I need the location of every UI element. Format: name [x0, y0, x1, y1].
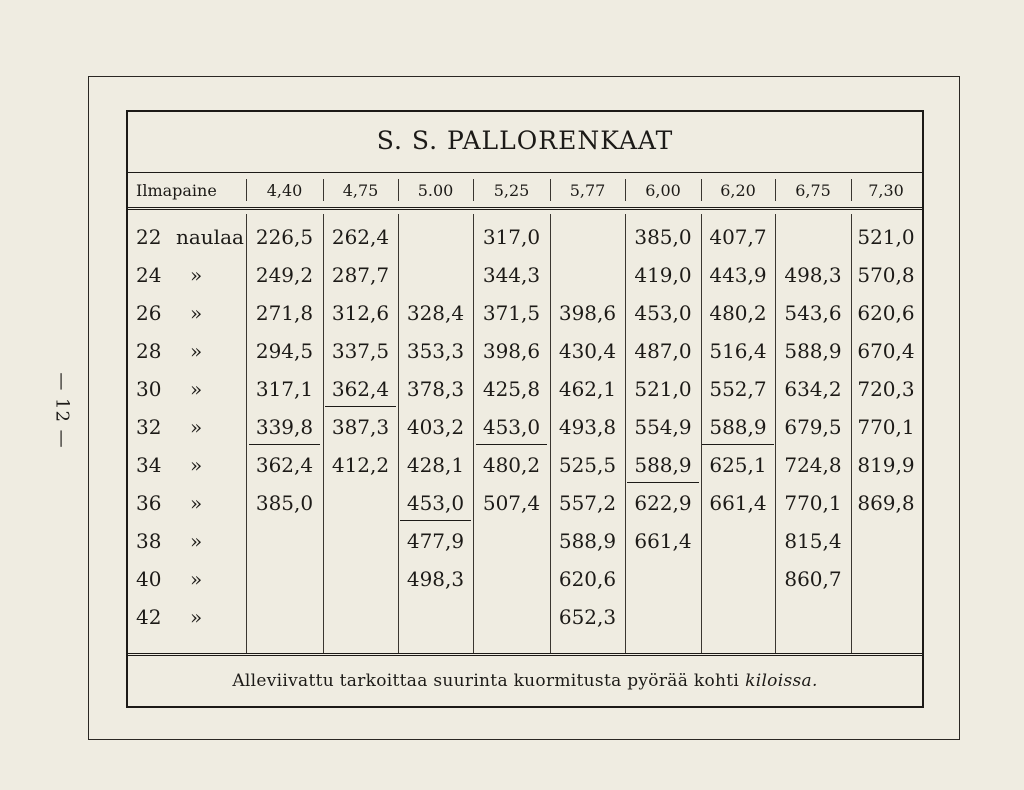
cell-value: 525,5: [558, 453, 617, 477]
table-cell: [550, 446, 625, 484]
cell-value: 554,9: [634, 415, 692, 439]
cell-value: 271,8: [255, 301, 314, 325]
cell-value: 387,3: [331, 415, 390, 439]
load-unit: »: [190, 567, 203, 591]
table-cell: [625, 370, 701, 408]
table-cell: [851, 522, 921, 560]
cell-value: 294,5: [255, 339, 314, 363]
table-cell: [550, 256, 625, 294]
cell-value: 652,3: [558, 605, 617, 629]
table-cell: [550, 370, 625, 408]
load-label: [128, 484, 246, 522]
table-cell: [473, 560, 550, 598]
cell-value: 353,3: [406, 339, 465, 363]
cell-value: 679,5: [784, 415, 842, 439]
table-cell: [398, 408, 473, 446]
table-cell: [323, 218, 398, 256]
table-cell: [775, 218, 851, 256]
cell-value: 552,7: [709, 377, 767, 401]
header-column-divider: [246, 179, 247, 201]
table-cell: [246, 408, 323, 446]
table-cell: [775, 560, 851, 598]
load-value: 26: [136, 301, 162, 325]
cell-value: 588,9: [709, 415, 767, 439]
table-cell: [550, 408, 625, 446]
table-cell: [323, 256, 398, 294]
cell-value: 317,0: [482, 225, 541, 249]
header-column-divider: [851, 179, 852, 201]
load-unit: »: [190, 301, 203, 325]
table-cell: [701, 484, 775, 522]
cell-value: 521,0: [634, 377, 692, 401]
table-cell: [701, 560, 775, 598]
cell-value: 588,9: [558, 529, 617, 553]
cell-value: 661,4: [709, 491, 767, 515]
table-cell: [246, 522, 323, 560]
table-cell: [775, 598, 851, 636]
table-cell: [473, 408, 550, 446]
table-cell: [246, 256, 323, 294]
load-value: 28: [136, 339, 162, 363]
cell-value: 588,9: [634, 453, 692, 477]
cell-value: 477,9: [406, 529, 465, 553]
table-cell: [323, 446, 398, 484]
table-cell: [550, 598, 625, 636]
table-cell: [851, 484, 921, 522]
table-cell: [625, 256, 701, 294]
table-cell: [473, 218, 550, 256]
load-value: 22: [136, 225, 162, 249]
table-cell: [473, 332, 550, 370]
header-column-divider: [625, 179, 626, 201]
table-cell: [323, 522, 398, 560]
cell-value: 385,0: [255, 491, 314, 515]
table-cell: [775, 370, 851, 408]
table-cell: [550, 218, 625, 256]
table-cell: [701, 598, 775, 636]
table-row: [128, 408, 922, 446]
table-cell: [701, 294, 775, 332]
table-row: [128, 560, 922, 598]
cell-value: 661,4: [634, 529, 692, 553]
cell-value: 317,1: [255, 377, 314, 401]
table-cell: [851, 294, 921, 332]
cell-value: 720,3: [857, 377, 915, 401]
table-cell: [775, 484, 851, 522]
table-cell: [473, 256, 550, 294]
load-unit: »: [190, 263, 203, 287]
table-cell: [851, 560, 921, 598]
cell-value: 453,0: [634, 301, 692, 325]
table-cell: [851, 256, 921, 294]
load-unit: »: [190, 453, 203, 477]
table-cell: [701, 446, 775, 484]
table-cell: [323, 484, 398, 522]
table-cell: [625, 218, 701, 256]
cell-value: 724,8: [784, 453, 842, 477]
table-cell: [775, 522, 851, 560]
cell-value: 287,7: [331, 263, 390, 287]
table-cell: [398, 370, 473, 408]
table-row: [128, 256, 922, 294]
load-value: 36: [136, 491, 162, 515]
table-cell: [625, 522, 701, 560]
cell-value: 625,1: [709, 453, 767, 477]
load-unit: »: [190, 605, 203, 629]
table-cell: [625, 294, 701, 332]
load-label: [128, 408, 246, 446]
table-cell: [398, 484, 473, 522]
table-cell: [775, 408, 851, 446]
table-cell: [398, 218, 473, 256]
header-column-divider: [550, 179, 551, 201]
cell-value: 385,0: [634, 225, 692, 249]
table-cell: [246, 294, 323, 332]
load-label: [128, 598, 246, 636]
table-cell: [775, 256, 851, 294]
table-cell: [323, 332, 398, 370]
cell-value: 462,1: [558, 377, 617, 401]
pressure-value: 5,25: [493, 180, 530, 200]
table-cell: [550, 294, 625, 332]
load-label: [128, 370, 246, 408]
table-cell: [550, 484, 625, 522]
pressure-header-row: [128, 172, 922, 210]
table-cell: [851, 408, 921, 446]
load-label: [128, 446, 246, 484]
table-cell: [775, 294, 851, 332]
load-label: [128, 218, 246, 256]
table-cell: [851, 370, 921, 408]
load-value: 24: [136, 263, 162, 287]
table-cell: [851, 218, 921, 256]
load-label: [128, 522, 246, 560]
cell-value: 588,9: [784, 339, 842, 363]
cell-value: 378,3: [406, 377, 465, 401]
page-number: [47, 370, 77, 450]
header-column-divider: [473, 179, 474, 201]
table-cell: [398, 294, 473, 332]
cell-value: 634,2: [784, 377, 842, 401]
table-cell: [473, 446, 550, 484]
cell-value: 670,4: [857, 339, 915, 363]
table-cell: [398, 560, 473, 598]
header-column-divider: [323, 179, 324, 201]
table-cell: [323, 408, 398, 446]
table-cell: [246, 446, 323, 484]
table-cell: [398, 446, 473, 484]
cell-value: 570,8: [857, 263, 915, 287]
pressure-value: 6,75: [795, 180, 831, 200]
pressure-value: 4,75: [342, 180, 379, 200]
cell-value: 815,4: [784, 529, 842, 553]
table-row: [128, 446, 922, 484]
table-cell: [701, 218, 775, 256]
cell-value: 403,2: [406, 415, 465, 439]
table-cell: [398, 332, 473, 370]
table-cell: [323, 370, 398, 408]
cell-value: 226,5: [255, 225, 314, 249]
header-column-divider: [701, 179, 702, 201]
table-cell: [473, 522, 550, 560]
table-row: [128, 294, 922, 332]
table-cell: [625, 446, 701, 484]
table-cell: [246, 484, 323, 522]
load-unit: naulaa: [176, 225, 244, 249]
page-number-text: — 12 —: [51, 371, 73, 449]
load-label: [128, 332, 246, 370]
table-cell: [701, 332, 775, 370]
load-label: [128, 256, 246, 294]
table-cell: [550, 560, 625, 598]
table-cell: [625, 408, 701, 446]
load-value: 30: [136, 377, 162, 401]
cell-value: 860,7: [784, 567, 842, 591]
table-cell: [550, 332, 625, 370]
cell-value: 371,5: [482, 301, 541, 325]
cell-value: 430,4: [558, 339, 617, 363]
cell-value: 770,1: [857, 415, 915, 439]
table-cell: [323, 560, 398, 598]
table-footer-note: [128, 653, 922, 706]
table-cell: [246, 370, 323, 408]
table-cell: [246, 332, 323, 370]
cell-value: 398,6: [482, 339, 541, 363]
table-cell: [323, 294, 398, 332]
cell-value: 480,2: [482, 453, 541, 477]
cell-value: 493,8: [558, 415, 617, 439]
cell-value: 362,4: [331, 377, 390, 401]
table-cell: [625, 332, 701, 370]
cell-value: 328,4: [406, 301, 465, 325]
table-cell: [851, 332, 921, 370]
load-unit: »: [190, 415, 203, 439]
pressure-value: 5,77: [569, 180, 606, 200]
load-value: 38: [136, 529, 162, 553]
table-body: [128, 210, 922, 658]
cell-value: 443,9: [709, 263, 767, 287]
table-cell: [851, 446, 921, 484]
table-cell: [473, 294, 550, 332]
load-value: 40: [136, 567, 162, 591]
table-cell: [398, 256, 473, 294]
table-cell: [398, 598, 473, 636]
cell-value: 487,0: [634, 339, 692, 363]
cell-value: 620,6: [558, 567, 617, 591]
table-row: [128, 484, 922, 522]
load-unit: »: [190, 377, 203, 401]
cell-value: 622,9: [634, 491, 692, 515]
table-cell: [775, 332, 851, 370]
cell-value: 819,9: [857, 453, 915, 477]
load-unit: »: [190, 529, 203, 553]
pressure-value: 4,40: [266, 180, 303, 200]
pressure-value: 5.00: [417, 180, 454, 200]
load-table: [126, 110, 924, 708]
cell-value: 362,4: [255, 453, 314, 477]
load-unit: »: [190, 339, 203, 363]
table-row: [128, 370, 922, 408]
table-cell: [625, 560, 701, 598]
table-cell: [246, 598, 323, 636]
cell-value: 407,7: [709, 225, 767, 249]
cell-value: 425,8: [482, 377, 541, 401]
cell-value: 453,0: [482, 415, 541, 439]
load-value: 42: [136, 605, 162, 629]
cell-value: 557,2: [558, 491, 617, 515]
footer-text: Alleviivattu tarkoittaa suurinta kuormitusta pyörää kohti: [232, 671, 740, 691]
cell-value: 521,0: [857, 225, 915, 249]
load-value: 32: [136, 415, 162, 439]
table-cell: [323, 598, 398, 636]
cell-value: 398,6: [558, 301, 617, 325]
table-cell: [625, 484, 701, 522]
table-cell: [398, 522, 473, 560]
cell-value: 498,3: [406, 567, 465, 591]
footer-emphasis: kiloissa.: [745, 671, 818, 691]
table-row: [128, 522, 922, 560]
table-cell: [701, 256, 775, 294]
header-column-divider: [775, 179, 776, 201]
table-cell: [625, 598, 701, 636]
cell-value: 339,8: [255, 415, 314, 439]
load-label: [128, 560, 246, 598]
cell-value: 869,8: [857, 491, 915, 515]
header-column-divider: [398, 179, 399, 201]
cell-value: 453,0: [406, 491, 465, 515]
cell-value: 312,6: [331, 301, 390, 325]
table-cell: [701, 370, 775, 408]
load-unit: »: [190, 491, 203, 515]
table-cell: [246, 218, 323, 256]
cell-value: 249,2: [255, 263, 314, 287]
load-value: 34: [136, 453, 162, 477]
pressure-value: 7,30: [868, 180, 904, 200]
cell-value: 620,6: [857, 301, 915, 325]
table-cell: [701, 522, 775, 560]
cell-value: 262,4: [331, 225, 390, 249]
cell-value: 507,4: [482, 491, 541, 515]
cell-value: 419,0: [634, 263, 692, 287]
table-cell: [473, 598, 550, 636]
table-cell: [473, 370, 550, 408]
pressure-value: 6,20: [720, 180, 756, 200]
pressure-value: 6,00: [645, 180, 681, 200]
cell-value: 412,2: [331, 453, 390, 477]
cell-value: 428,1: [406, 453, 465, 477]
cell-value: 337,5: [331, 339, 390, 363]
cell-value: 516,4: [709, 339, 767, 363]
cell-value: 498,3: [784, 263, 842, 287]
table-title: S. S. PALLORENKAAT: [376, 126, 674, 155]
cell-value: 344,3: [482, 263, 541, 287]
table-row: [128, 218, 922, 256]
load-label: [128, 294, 246, 332]
cell-value: 543,6: [784, 301, 842, 325]
cell-value: 480,2: [709, 301, 767, 325]
table-row: [128, 332, 922, 370]
table-cell: [246, 560, 323, 598]
table-cell: [473, 484, 550, 522]
table-row: [128, 598, 922, 636]
table-cell: [550, 522, 625, 560]
cell-value: 770,1: [784, 491, 842, 515]
table-cell: [775, 446, 851, 484]
table-cell: [701, 408, 775, 446]
table-cell: [851, 598, 921, 636]
pressure-header-label: Ilmapaine: [136, 180, 217, 200]
